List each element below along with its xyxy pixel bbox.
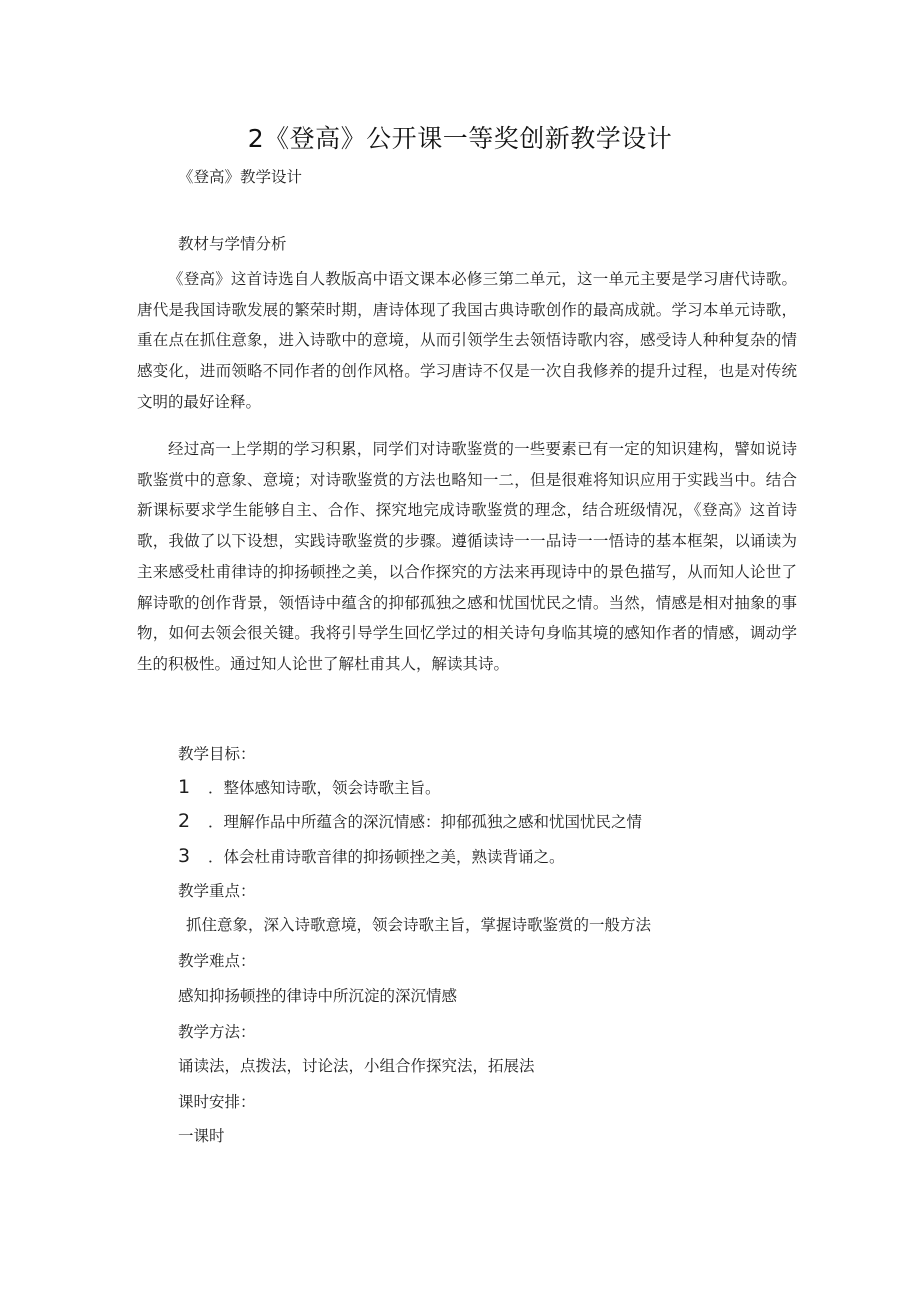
objective-item-3	[178, 845, 565, 868]
document-title: 2《登高》公开课一等奖创新教学设计	[247, 124, 673, 153]
analysis-heading: 教材与学情分析	[178, 235, 287, 253]
objective-number: 1	[178, 776, 191, 798]
key-points-heading: 教学重点：	[178, 882, 256, 900]
objective-number: 2	[178, 810, 191, 832]
objective-item-2	[178, 810, 642, 833]
schedule-text: 一课时	[178, 1127, 225, 1145]
methods-heading: 教学方法：	[178, 1023, 256, 1041]
objective-text: ．理解作品中所蕴含的深沉情感：抑郁孤独之感和忧国忧民之情	[208, 813, 643, 831]
difficulty-text: 感知抑扬顿挫的律诗中所沉淀的深沉情感	[178, 987, 458, 1005]
document-subtitle: 《登高》教学设计	[178, 168, 303, 186]
schedule-heading: 课时安排：	[178, 1093, 256, 1111]
objective-text: ．整体感知诗歌，领会诗歌主旨。	[208, 779, 441, 797]
objectives-heading: 教学目标：	[178, 745, 256, 763]
objective-number: 3	[178, 845, 191, 867]
analysis-paragraph-1: 《登高》这首诗选自人教版高中语文课本必修三第二单元，这一单元主要是学习唐代诗歌。唐代是我国诗歌发展的繁荣时期，唐诗体现了我国古典诗歌创作的最高成就。学习本单元诗歌，重在点在抓住意象，进入诗歌中的意境，从而引领学生去领悟诗歌内容，感受诗人种种复杂的情感变化，进而领略不同作者的创作风格。学习唐诗不仅是一次自我修养的提升过程，也是对传统文明的最好诠释。	[137, 270, 797, 411]
methods-text: 诵读法，点拨法，讨论法，小组合作探究法，拓展法	[178, 1057, 535, 1075]
difficulty-heading: 教学难点：	[178, 952, 256, 970]
analysis-paragraph-2: 经过高一上学期的学习积累，同学们对诗歌鉴赏的一些要素已有一定的知识建构，譬如说诗歌鉴赏中的意象、意境；对诗歌鉴赏的方法也略知一二，但是很难将知识应用于实践当中。结合新课标要求学生能够自主、合作、探究地完成诗歌鉴赏的理念，结合班级情况，《登高》这首诗歌，我做了以下设想，实践诗歌鉴赏的步骤。遵循读诗一一品诗一一悟诗的基本框架，以诵读为主来感受杜甫律诗的抑扬顿挫之美，以合作探究的方法来再现诗中的景色描写，从而知人论世了解诗歌的创作背景，领悟诗中蕴含的抑郁孤独之感和忧国忧民之情。当然，情感是相对抽象的事物，如何去领会很关键。我将引导学生回忆学过的相关诗句身临其境的感知作者的情感，调动学生的积极性。通过知人论世了解杜甫其人，解读其诗。	[137, 440, 797, 673]
objective-item-1	[178, 776, 441, 799]
objective-text: ．体会杜甫诗歌音律的抑扬顿挫之美，熟读背诵之。	[208, 848, 565, 866]
key-points-text: 抓住意象，深入诗歌意境，领会诗歌主旨，掌握诗歌鉴赏的一般方法	[186, 916, 652, 934]
